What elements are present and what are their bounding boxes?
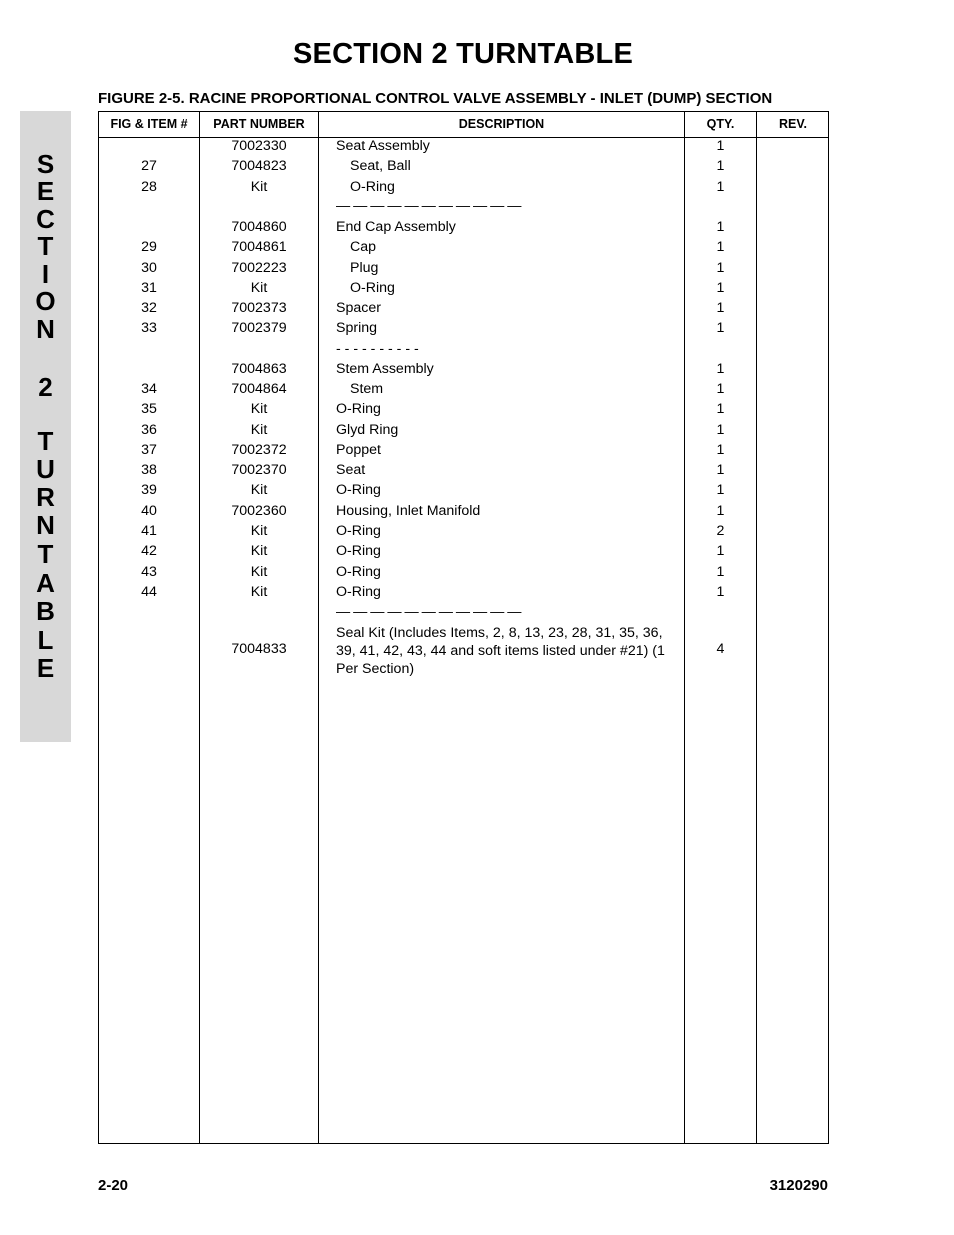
part-number: Kit	[250, 280, 268, 296]
quantity: 1	[716, 219, 725, 235]
description: Seal Kit (Includes Items, 2, 8, 13, 23, 28, 31, 35, 36, 39, 41, 42, 43, 44 and soft items listed under #21) (1 Per Section)	[336, 625, 665, 677]
figure-title: FIGURE 2-5. RACINE PROPORTIONAL CONTROL VALVE ASSEMBLY - INLET (DUMP) SECTION	[98, 90, 773, 107]
quantity: 1	[716, 442, 725, 458]
part-number: 7004833	[231, 641, 287, 657]
part-number: Kit	[250, 422, 268, 438]
quantity: 1	[716, 462, 725, 478]
section-title: SECTION 2 TURNTABLE	[293, 38, 633, 70]
part-number: 7002360	[231, 503, 287, 519]
description: O-Ring	[336, 523, 381, 539]
item-number: 28	[141, 179, 157, 195]
part-number: 7002370	[231, 462, 287, 478]
part-number: 7002379	[231, 320, 287, 336]
quantity: 1	[716, 503, 725, 519]
description: O-Ring	[350, 280, 395, 296]
description: Spacer	[336, 300, 381, 316]
document-number: 3120290	[769, 1177, 828, 1194]
side-tab-letter: T	[37, 231, 54, 261]
description: O-Ring	[336, 564, 381, 580]
part-number: 7004823	[231, 158, 287, 174]
side-tab-letter: N	[36, 510, 55, 540]
quantity: 1	[716, 584, 725, 600]
side-tab-letter: U	[36, 454, 55, 484]
part-number: Kit	[250, 523, 268, 539]
part-number: 7004863	[231, 361, 287, 377]
column-header-qty: QTY.	[706, 117, 735, 131]
item-number: 42	[141, 543, 157, 559]
quantity: 1	[716, 401, 725, 417]
side-tab-letter: E	[36, 653, 55, 683]
column-header-item: FIG & ITEM #	[110, 117, 188, 131]
quantity: 1	[716, 543, 725, 559]
quantity: 1	[716, 239, 725, 255]
item-number: 35	[141, 401, 157, 417]
description: O-Ring	[336, 401, 381, 417]
part-number: Kit	[250, 584, 268, 600]
description: Poppet	[336, 442, 381, 458]
group-separator: — — — — — — — — — — —	[336, 604, 521, 620]
quantity: 1	[716, 280, 725, 296]
part-number: 7002330	[231, 138, 287, 154]
description: O-Ring	[336, 584, 381, 600]
column-header-part-number: PART NUMBER	[213, 117, 305, 131]
description: Stem Assembly	[336, 361, 434, 377]
item-number: 33	[141, 320, 157, 336]
description: Seat, Ball	[350, 158, 411, 174]
item-number: 37	[141, 442, 157, 458]
group-separator: — — — — — — — — — — —	[336, 198, 521, 214]
quantity: 1	[716, 179, 725, 195]
column-divider	[318, 111, 319, 1144]
item-number: 40	[141, 503, 157, 519]
part-number: 7002223	[231, 260, 287, 276]
item-number: 31	[141, 280, 157, 296]
part-number: 7004860	[231, 219, 287, 235]
part-number: Kit	[250, 564, 268, 580]
quantity: 4	[716, 641, 725, 657]
description: Spring	[336, 320, 378, 336]
quantity: 1	[716, 422, 725, 438]
item-number: 34	[141, 381, 157, 397]
item-number: 43	[141, 564, 157, 580]
description: Glyd Ring	[336, 422, 399, 438]
item-number: 30	[141, 260, 157, 276]
quantity: 1	[716, 260, 725, 276]
quantity: 1	[716, 158, 725, 174]
description: O-Ring	[350, 179, 395, 195]
part-number: Kit	[250, 179, 268, 195]
side-tab-letter: S	[36, 149, 55, 179]
group-separator: - - - - - - - - - -	[336, 341, 419, 357]
item-number: 29	[141, 239, 157, 255]
quantity: 1	[716, 320, 725, 336]
part-number: 7002372	[231, 442, 287, 458]
quantity: 1	[716, 300, 725, 316]
item-number: 41	[141, 523, 157, 539]
quantity: 1	[716, 482, 725, 498]
part-number: 7002373	[231, 300, 287, 316]
description: End Cap Assembly	[336, 219, 456, 235]
side-tab-letter: T	[37, 539, 54, 569]
quantity: 2	[716, 523, 725, 539]
item-number: 38	[141, 462, 157, 478]
column-header-rev: REV.	[778, 117, 808, 131]
quantity: 1	[716, 381, 725, 397]
side-tab-letter: C	[36, 204, 55, 234]
side-tab-letter: L	[37, 625, 54, 655]
quantity: 1	[716, 361, 725, 377]
description: Seat Assembly	[336, 138, 430, 154]
description: Housing, Inlet Manifold	[336, 503, 481, 519]
part-number: Kit	[250, 543, 268, 559]
column-divider	[756, 111, 757, 1144]
item-number: 36	[141, 422, 157, 438]
part-number: Kit	[250, 401, 268, 417]
side-tab-letter: A	[36, 568, 55, 598]
item-number: 32	[141, 300, 157, 316]
side-tab-letter: E	[36, 176, 55, 206]
quantity: 1	[716, 138, 725, 154]
section-side-tab	[20, 111, 71, 742]
side-tab-letter: O	[35, 286, 56, 316]
description: Stem	[350, 381, 384, 397]
description: Plug	[350, 260, 379, 276]
side-tab-letter: B	[36, 596, 55, 626]
part-number: Kit	[250, 482, 268, 498]
description: Cap	[350, 239, 377, 255]
page-number: 2-20	[98, 1177, 129, 1194]
column-header-description: DESCRIPTION	[458, 117, 545, 131]
description: O-Ring	[336, 482, 381, 498]
description: O-Ring	[336, 543, 381, 559]
side-tab-letter: 2	[38, 372, 53, 402]
part-number: 7004861	[231, 239, 287, 255]
item-number: 44	[141, 584, 157, 600]
item-number: 27	[141, 158, 157, 174]
side-tab-letter: I	[41, 259, 50, 289]
quantity: 1	[716, 564, 725, 580]
side-tab-letter: R	[36, 482, 55, 512]
description: Seat	[336, 462, 366, 478]
item-number: 39	[141, 482, 157, 498]
side-tab-letter: N	[36, 314, 55, 344]
side-tab-letter: T	[37, 426, 54, 456]
part-number: 7004864	[231, 381, 287, 397]
